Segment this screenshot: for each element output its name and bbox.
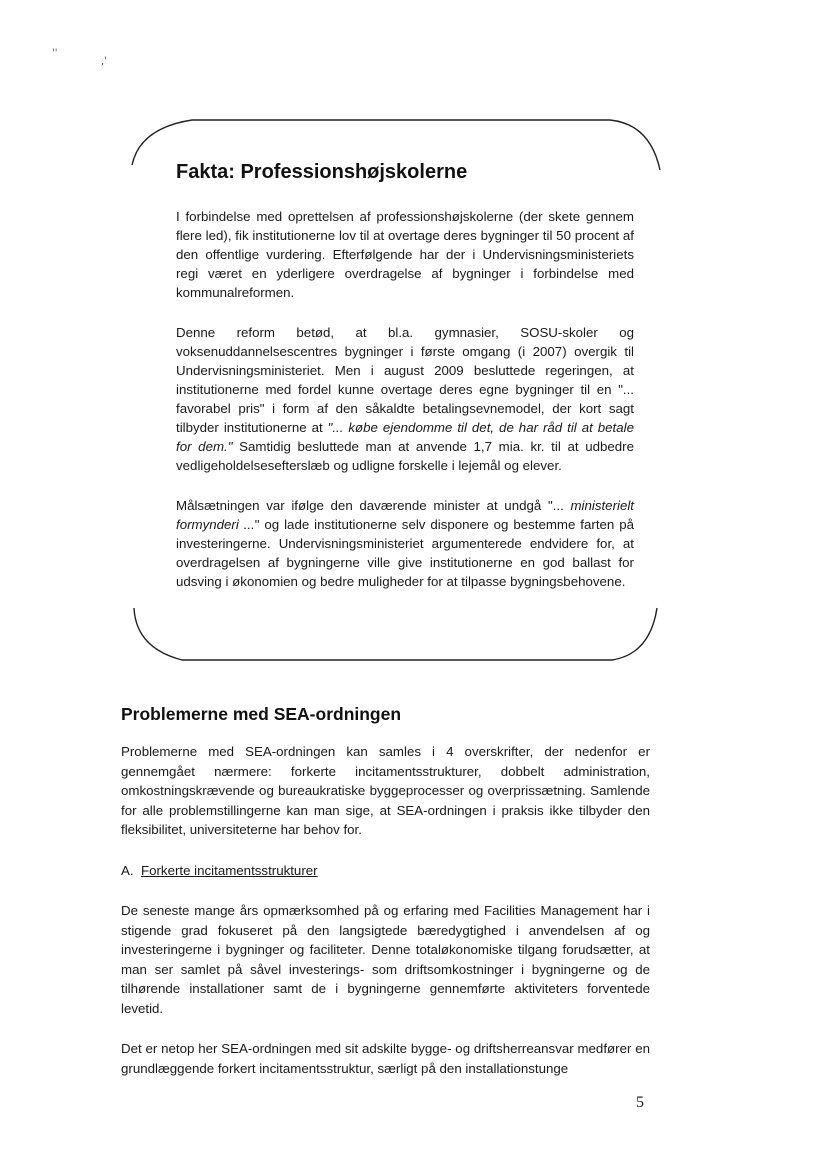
fakta-paragraph: I forbindelse med oprettelsen af professionshøjskolerne (der skete gennem flere led), fik institutionerne lov til at overtage deres bygninger til 50 procent af den offentlige vurdering. Efterfølgende har der i Undervisningsministeriets regi været en yderligere overdragelse af bygninger i forbindelse med kommunalreformen. bbox=[176, 209, 634, 300]
subsection-letter: A. bbox=[121, 862, 134, 878]
body-paragraph: Problemerne med SEA-ordningen kan samles i 4 overskrifter, der nedenfor er gennemgået nærmere: forkerte incitamentsstrukturer, dobbelt administration, omkostningskrævende og bureaukratiske byggeprocesser og overprissætning. Samlende for alle problemstillingerne kan man sige, at SEA-ordningen i praksis ikke tilbyder den fleksibilitet, universiteterne har behov for. bbox=[121, 744, 650, 837]
fakta-title: Fakta: Professionshøjskolerne bbox=[176, 161, 468, 183]
fakta-paragraph bbox=[176, 496, 634, 591]
text-run: Målsætningen var ifølge den daværende minister at undgå "... bbox=[176, 498, 571, 513]
subsection-title: Forkerte incitamentsstrukturer bbox=[140, 862, 318, 878]
scan-mark: '' bbox=[52, 48, 58, 59]
text-run: Samtidig besluttede man at anvende 1,7 mia. kr. til at udbedre vedligeholdelsesefterslæb og udligne forskelle i lejemål og elever. bbox=[176, 439, 634, 473]
text-run: " og lade institutionerne selv disponere og bestemme farten på investeringerne. Undervisningsministeriet argumenterede endvidere for, at overdragelsen af bygningerne ville give institutionerne en god ballast for udsving i økonomien og bedre muligheder for at tilpasse bygningsbehovene. bbox=[176, 517, 634, 589]
quote-italic: "... købe ejendomme til det, de har råd til at betale for dem." bbox=[176, 420, 634, 454]
scan-mark: ,' bbox=[101, 56, 107, 67]
subsection-heading bbox=[121, 861, 650, 881]
body-paragraph: Det er netop her SEA-ordningen med sit adskilte bygge- og driftsherreansvar medfører en grundlæggende forkert incitamentsstruktur, særligt på den installationstunge bbox=[121, 1041, 650, 1076]
body-paragraph: De seneste mange års opmærksomhed på og erfaring med Facilities Management har i stigende grad fokuseret på den langsigtede bæredygtighed i anvendelsen af og investeringerne i bygninger og faciliteter. Denne totaløkonomiske tilgang forudsætter, at man ser samlet på såvel investerings- som driftsomkostninger i bygningerne og de tilhørende installationer samt de i bygningerne gennemførte aktiviteters forventede levetid. bbox=[121, 903, 650, 1016]
section-title: Problemerne med SEA-ordningen bbox=[121, 704, 402, 724]
text-run: Denne reform betød, at bl.a. gymnasier, SOSU-skoler og voksenuddannelsescentres bygninger i første omgang (i 2007) overgik til Undervisningsministeriet. Men i august 2009 besluttede regeringen, at institutionerne med fordel kunne overtage deres egne bygninger til en "... favorabel pris" i form af den såkaldte betalingsevnemodel, der kort sagt tilbyder institutionerne at bbox=[176, 325, 634, 435]
quote-italic: ministerielt formynderi ... bbox=[176, 498, 634, 532]
page-number: 5 bbox=[636, 1094, 644, 1111]
fakta-body bbox=[176, 207, 634, 612]
section-body bbox=[121, 742, 650, 1099]
fakta-paragraph bbox=[176, 323, 634, 475]
